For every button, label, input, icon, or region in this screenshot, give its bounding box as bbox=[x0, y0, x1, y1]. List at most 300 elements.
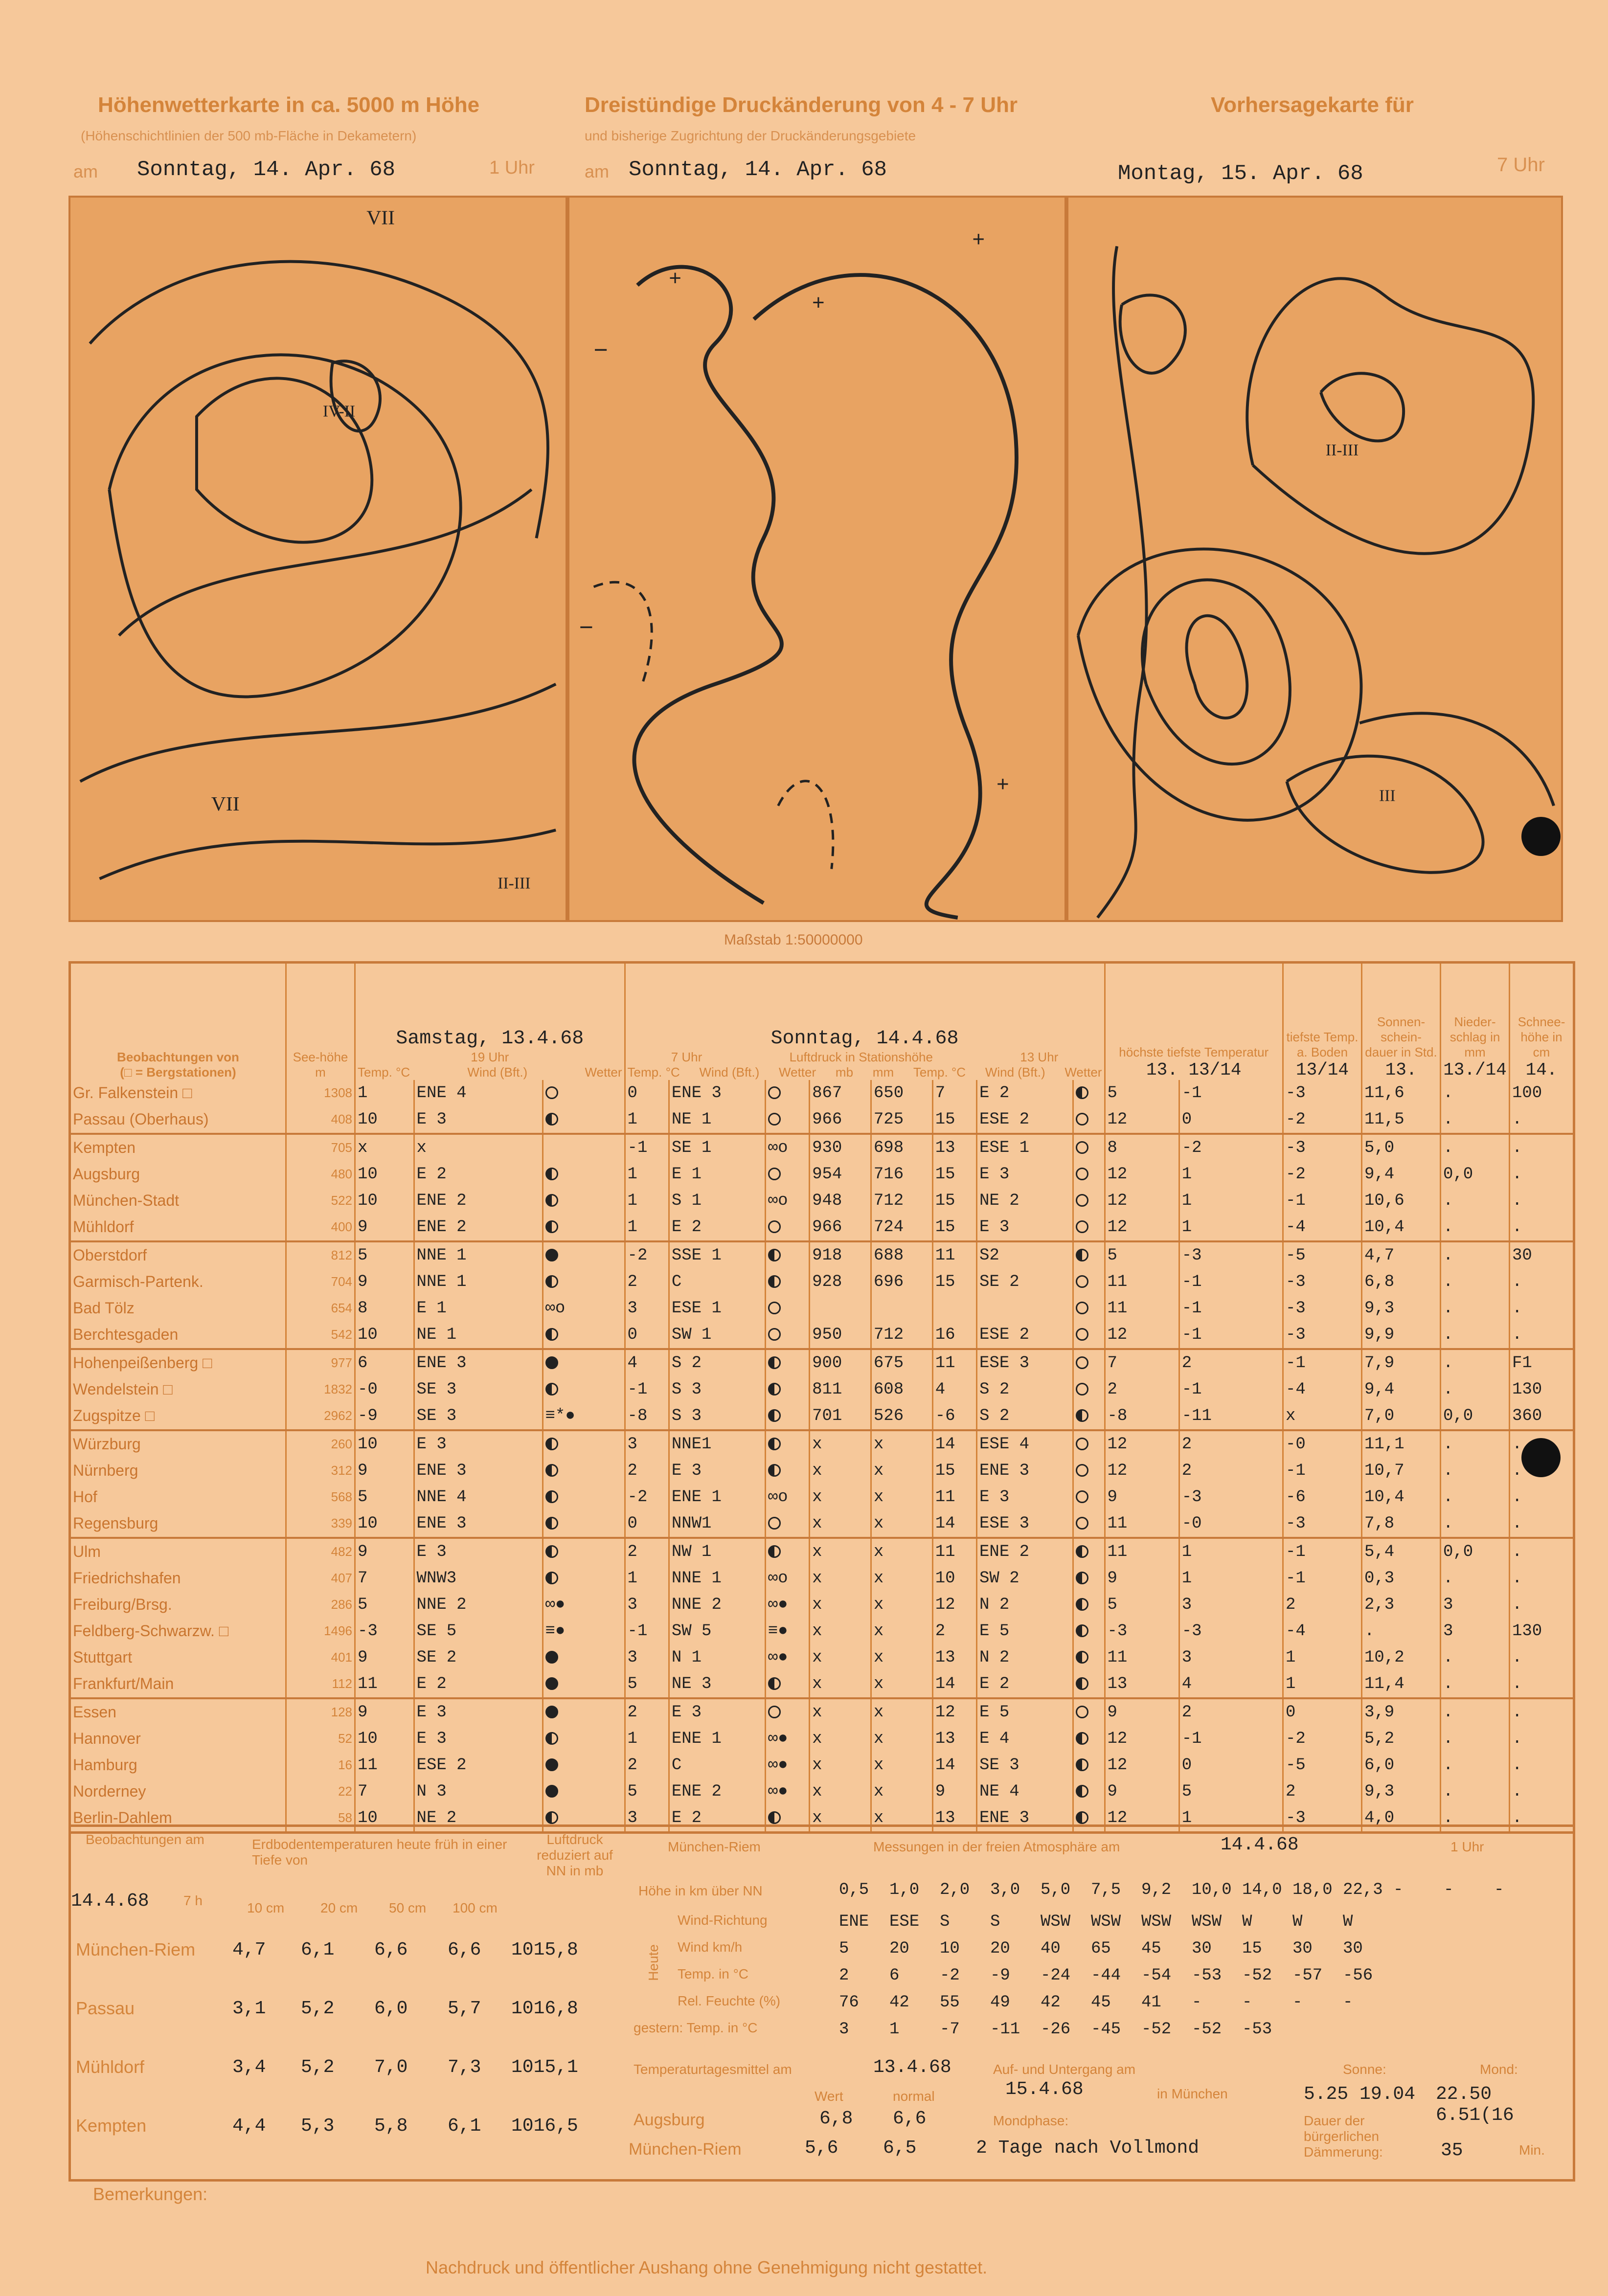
weather-circle-icon bbox=[1076, 1409, 1088, 1422]
pressure-caption: Luftdruck reduziert auf NN in mb bbox=[537, 1832, 613, 1878]
pressure-mm: 712 bbox=[871, 1188, 932, 1214]
aloft-temp: 2 bbox=[839, 1966, 849, 1985]
station-height: 1832 bbox=[286, 1376, 355, 1403]
sat-wind: E 1 bbox=[414, 1295, 543, 1322]
sunshine: 6,0 bbox=[1362, 1752, 1441, 1778]
sun13-wind: ESE 4 bbox=[977, 1430, 1073, 1458]
sun7-temp: 2 bbox=[625, 1698, 669, 1726]
weather-circle-icon bbox=[1076, 1438, 1088, 1450]
weather-circle-icon bbox=[768, 1677, 781, 1690]
aloft-height: 22,3 bbox=[1343, 1881, 1383, 1899]
aloft-wind-dir: S bbox=[940, 1913, 950, 1931]
soil-station: Passau bbox=[76, 1998, 135, 2018]
lower-panel bbox=[68, 1824, 1575, 2182]
precipitation: . bbox=[1441, 1778, 1510, 1805]
weather-circle-icon bbox=[545, 1785, 558, 1798]
station-name: Hof bbox=[70, 1484, 286, 1510]
sunshine: 7,9 bbox=[1362, 1349, 1441, 1376]
soil-station: München-Riem bbox=[76, 1939, 196, 1959]
table-row bbox=[70, 1726, 1574, 1752]
pressure-mb: x bbox=[810, 1484, 871, 1510]
sun13-temp bbox=[932, 1295, 976, 1322]
svg-text:IV-II: IV-II bbox=[322, 402, 356, 421]
weather-circle-icon bbox=[768, 1249, 781, 1261]
weather-symbol bbox=[1073, 1752, 1105, 1778]
sun7-wind: S 3 bbox=[669, 1403, 765, 1430]
station-height: 58 bbox=[286, 1805, 355, 1833]
weather-circle-icon bbox=[545, 1517, 558, 1530]
sun13-temp: 7 bbox=[932, 1080, 976, 1106]
temp-max: 12 bbox=[1105, 1752, 1179, 1778]
col-ground: tiefste Temp. a. Boden 13/14 bbox=[1283, 963, 1362, 1080]
ground-temp: -1 bbox=[1283, 1188, 1362, 1214]
weather-symbol bbox=[765, 1080, 809, 1106]
aloft-wind-dir: WSW bbox=[1192, 1913, 1222, 1931]
sun7-wind: SE 1 bbox=[669, 1134, 765, 1161]
station-name: Frankfurt/Main bbox=[70, 1671, 286, 1698]
precipitation: . bbox=[1441, 1241, 1510, 1269]
moon-times: 22.50 6.51(16 bbox=[1436, 2084, 1514, 2126]
sun7-temp: 1 bbox=[625, 1106, 669, 1134]
weather-symbol bbox=[543, 1644, 625, 1671]
sunshine: . bbox=[1362, 1618, 1441, 1644]
precipitation: 3 bbox=[1441, 1618, 1510, 1644]
moon-phase-label: Mondphase: bbox=[993, 2113, 1069, 2128]
weather-symbol bbox=[543, 1430, 625, 1458]
weather-circle-icon bbox=[545, 1438, 558, 1450]
rise-set-date: 15.4.68 bbox=[1005, 2079, 1084, 2100]
weather-circle-icon bbox=[768, 1464, 781, 1477]
snow-depth: . bbox=[1510, 1671, 1574, 1698]
weather-circle-icon bbox=[1076, 1356, 1088, 1369]
weather-circle-icon bbox=[1076, 1328, 1088, 1341]
sun13-wind: E 3 bbox=[977, 1484, 1073, 1510]
pressure-mb: x bbox=[810, 1644, 871, 1671]
weather-circle-icon bbox=[768, 1275, 781, 1288]
temp-max: 5 bbox=[1105, 1241, 1179, 1269]
snow-depth: 130 bbox=[1510, 1618, 1574, 1644]
weather-circle-icon bbox=[1076, 1758, 1088, 1771]
weather-circle-icon bbox=[545, 1758, 558, 1771]
aloft-station: München-Riem bbox=[668, 1839, 761, 1854]
sat-wind: NE 1 bbox=[414, 1322, 543, 1349]
svg-text:III: III bbox=[1379, 787, 1396, 805]
sun7-temp: 2 bbox=[625, 1538, 669, 1565]
precipitation: . bbox=[1441, 1349, 1510, 1376]
pressure-mm: x bbox=[871, 1510, 932, 1538]
pressure-mm: x bbox=[871, 1592, 932, 1618]
temp-min: 0 bbox=[1179, 1752, 1283, 1778]
weather-symbol bbox=[765, 1376, 809, 1403]
weather-circle-icon bbox=[768, 1706, 781, 1718]
pressure-mm: 725 bbox=[871, 1106, 932, 1134]
temp-max: 5 bbox=[1105, 1080, 1179, 1106]
in-munich: in München bbox=[1157, 2086, 1228, 2101]
pressure-mb bbox=[810, 1295, 871, 1322]
pressure-mm: x bbox=[871, 1698, 932, 1726]
station-height: 400 bbox=[286, 1214, 355, 1241]
soil-pressure: 1015,8 bbox=[511, 1939, 578, 1960]
aloft-wind-kmh: 30 bbox=[1292, 1939, 1313, 1958]
sun7-temp: 3 bbox=[625, 1295, 669, 1322]
temp-max: 11 bbox=[1105, 1644, 1179, 1671]
snow-depth: 130 bbox=[1510, 1376, 1574, 1403]
sun13-wind: E 3 bbox=[977, 1214, 1073, 1241]
sun7-temp: 3 bbox=[625, 1644, 669, 1671]
sun7-wind: E 3 bbox=[669, 1458, 765, 1484]
weather-circle-icon bbox=[1076, 1572, 1088, 1584]
table-row bbox=[70, 1538, 1574, 1565]
weather-circle-icon bbox=[545, 1677, 558, 1690]
aloft-temp: -53 bbox=[1192, 1966, 1222, 1985]
weather-symbol bbox=[1073, 1134, 1105, 1161]
precipitation: . bbox=[1441, 1510, 1510, 1538]
sun13-temp: 13 bbox=[932, 1134, 976, 1161]
station-height: 704 bbox=[286, 1269, 355, 1295]
sat-wind: ENE 2 bbox=[414, 1188, 543, 1214]
sat-wind: ESE 2 bbox=[414, 1752, 543, 1778]
station-height: 52 bbox=[286, 1726, 355, 1752]
sun7-temp: 5 bbox=[625, 1778, 669, 1805]
sun7-wind: E 2 bbox=[669, 1214, 765, 1241]
sun7-temp: 1 bbox=[625, 1565, 669, 1592]
sunshine: 10,4 bbox=[1362, 1214, 1441, 1241]
mean-temp-augsburg: Augsburg bbox=[634, 2111, 705, 2129]
pressure-change-map bbox=[567, 196, 1066, 922]
ground-temp: 0 bbox=[1283, 1698, 1362, 1726]
riem-normal: 6,5 bbox=[883, 2138, 917, 2159]
svg-text:VII: VII bbox=[211, 793, 240, 816]
weather-symbol bbox=[1073, 1269, 1105, 1295]
sun7-temp: -2 bbox=[625, 1241, 669, 1269]
sun7-wind: SW 5 bbox=[669, 1618, 765, 1644]
snow-depth: . bbox=[1510, 1134, 1574, 1161]
pressure-mb: x bbox=[810, 1778, 871, 1805]
soil-100cm: 7,3 bbox=[448, 2057, 481, 2078]
weather-symbol: ∞● bbox=[543, 1592, 625, 1618]
sun13-temp: 14 bbox=[932, 1510, 976, 1538]
sun7-wind: ESE 1 bbox=[669, 1295, 765, 1322]
station-height: 16 bbox=[286, 1752, 355, 1778]
weather-symbol: ∞● bbox=[765, 1752, 809, 1778]
snow-depth: 360 bbox=[1510, 1403, 1574, 1430]
snow-depth: . bbox=[1510, 1538, 1574, 1565]
temp-label: Temp. in °C bbox=[678, 1966, 749, 1981]
weather-symbol bbox=[1073, 1726, 1105, 1752]
aloft-rh: 45 bbox=[1091, 1993, 1111, 2012]
pressure-mb: x bbox=[810, 1565, 871, 1592]
weather-symbol bbox=[765, 1161, 809, 1188]
ground-temp: 1 bbox=[1283, 1644, 1362, 1671]
ground-temp: -1 bbox=[1283, 1458, 1362, 1484]
sun7-wind: NNE 1 bbox=[669, 1565, 765, 1592]
sat-temp: 9 bbox=[355, 1538, 414, 1565]
svg-text:−: − bbox=[579, 613, 593, 641]
snow-depth: . bbox=[1510, 1592, 1574, 1618]
temp-min: 2 bbox=[1179, 1430, 1283, 1458]
pressure-mb: x bbox=[810, 1671, 871, 1698]
precipitation: 0,0 bbox=[1441, 1538, 1510, 1565]
snow-depth: . bbox=[1510, 1161, 1574, 1188]
moon-phase: 2 Tage nach Vollmond bbox=[976, 2138, 1200, 2159]
sun7-temp: 5 bbox=[625, 1671, 669, 1698]
pressure-mb: x bbox=[810, 1618, 871, 1644]
aloft-rh: 76 bbox=[839, 1993, 859, 2012]
sun13-temp: 15 bbox=[932, 1458, 976, 1484]
snow-depth: 100 bbox=[1510, 1080, 1574, 1106]
soil-caption: Erdbodentemperaturen heute früh in einer Tiefe von bbox=[252, 1837, 507, 1868]
sun13-temp: 11 bbox=[932, 1484, 976, 1510]
pressure-mm: 526 bbox=[871, 1403, 932, 1430]
aloft-wind-kmh: 5 bbox=[839, 1939, 849, 1958]
map2-subtitle: und bisherige Zugrichtung der Druckänderungsgebiete bbox=[585, 128, 916, 143]
sun13-temp: 15 bbox=[932, 1214, 976, 1241]
weather-circle-icon bbox=[545, 1383, 558, 1396]
sun7-wind: C bbox=[669, 1269, 765, 1295]
sat-temp: x bbox=[355, 1134, 414, 1161]
station-name: Augsburg bbox=[70, 1161, 286, 1188]
sun13-wind: ESE 2 bbox=[977, 1322, 1073, 1349]
col-height: See-höhe m bbox=[286, 963, 355, 1080]
aloft-wind-dir: WSW bbox=[1091, 1913, 1121, 1931]
pressure-mm: x bbox=[871, 1538, 932, 1565]
col-saturday: Samstag, 13.4.68 19 Uhr Temp. °C Wind (Bft.) Wetter bbox=[355, 963, 625, 1080]
temp-min: 2 bbox=[1179, 1698, 1283, 1726]
sat-wind: E 3 bbox=[414, 1698, 543, 1726]
sat-wind: ENE 3 bbox=[414, 1349, 543, 1376]
precipitation: . bbox=[1441, 1134, 1510, 1161]
temp-min: -1 bbox=[1179, 1080, 1283, 1106]
col-snow: Schnee-höhe in cm 14. bbox=[1510, 963, 1574, 1080]
sat-temp: 7 bbox=[355, 1778, 414, 1805]
sat-wind: NE 2 bbox=[414, 1805, 543, 1833]
ground-temp: 2 bbox=[1283, 1778, 1362, 1805]
temp-min: -1 bbox=[1179, 1726, 1283, 1752]
station-name: Bad Tölz bbox=[70, 1295, 286, 1322]
table-row bbox=[70, 1161, 1574, 1188]
weather-symbol bbox=[543, 1241, 625, 1269]
weather-circle-icon bbox=[545, 1113, 558, 1125]
aloft-rh: - bbox=[1192, 1993, 1202, 2012]
weather-symbol bbox=[1073, 1241, 1105, 1269]
soil-100cm: 5,7 bbox=[448, 1998, 481, 2019]
weather-circle-icon bbox=[1076, 1168, 1088, 1180]
temp-max: 9 bbox=[1105, 1698, 1179, 1726]
temp-max: 9 bbox=[1105, 1565, 1179, 1592]
aloft-yesterday-temp: 3 bbox=[839, 2020, 849, 2039]
temp-min: -11 bbox=[1179, 1403, 1283, 1430]
table-row bbox=[70, 1698, 1574, 1726]
temp-min: 2 bbox=[1179, 1458, 1283, 1484]
sat-temp: 5 bbox=[355, 1484, 414, 1510]
station-name: Zugspitze □ bbox=[70, 1403, 286, 1430]
weather-circle-icon bbox=[768, 1409, 781, 1422]
weather-symbol bbox=[543, 1726, 625, 1752]
weather-circle-icon bbox=[545, 1706, 558, 1718]
temp-max: 5 bbox=[1105, 1592, 1179, 1618]
sun13-temp: 11 bbox=[932, 1538, 976, 1565]
aloft-wind-dir: S bbox=[990, 1913, 1000, 1931]
map1-time: 1 Uhr bbox=[489, 158, 535, 178]
sun13-temp: -6 bbox=[932, 1403, 976, 1430]
sat-wind: x bbox=[414, 1134, 543, 1161]
soil-50cm: 6,6 bbox=[374, 1939, 408, 1960]
map1-title: Höhenwetterkarte in ca. 5000 m Höhe bbox=[98, 93, 480, 117]
weather-circle-icon bbox=[1076, 1490, 1088, 1503]
precipitation: . bbox=[1441, 1080, 1510, 1106]
weather-circle-icon bbox=[768, 1811, 781, 1824]
weather-symbol: ∞o bbox=[543, 1295, 625, 1322]
table-row bbox=[70, 1618, 1574, 1644]
weather-circle-icon bbox=[545, 1545, 558, 1558]
temp-min: 1 bbox=[1179, 1538, 1283, 1565]
station-name: Regensburg bbox=[70, 1510, 286, 1538]
punch-hole-bottom bbox=[1521, 1438, 1561, 1477]
soil-50cm: 6,0 bbox=[374, 1998, 408, 2019]
weather-circle-icon bbox=[1076, 1517, 1088, 1530]
station-name: Gr. Falkenstein □ bbox=[70, 1080, 286, 1106]
aloft-yesterday-temp: 1 bbox=[889, 2020, 900, 2039]
aloft-wind-kmh: 20 bbox=[990, 1939, 1010, 1958]
weather-symbol: ≡● bbox=[765, 1618, 809, 1644]
temp-max: -3 bbox=[1105, 1618, 1179, 1644]
aloft-wind-kmh: 65 bbox=[1091, 1939, 1111, 1958]
sat-wind: E 2 bbox=[414, 1161, 543, 1188]
sun13-wind: E 5 bbox=[977, 1698, 1073, 1726]
sun7-temp: 3 bbox=[625, 1805, 669, 1833]
forecast-map bbox=[1066, 196, 1563, 922]
table-row bbox=[70, 1188, 1574, 1214]
weather-symbol bbox=[765, 1106, 809, 1134]
sun7-temp: 1 bbox=[625, 1214, 669, 1241]
weather-symbol bbox=[765, 1698, 809, 1726]
soil-100cm: 6,6 bbox=[448, 1939, 481, 1960]
sat-temp: 9 bbox=[355, 1698, 414, 1726]
pressure-mm: x bbox=[871, 1565, 932, 1592]
station-name: Hannover bbox=[70, 1726, 286, 1752]
weather-circle-icon bbox=[545, 1220, 558, 1233]
ground-temp: -1 bbox=[1283, 1349, 1362, 1376]
precipitation: . bbox=[1441, 1671, 1510, 1698]
sun7-wind: S 3 bbox=[669, 1376, 765, 1403]
sun13-temp: 13 bbox=[932, 1726, 976, 1752]
sun7-wind: NE 1 bbox=[669, 1106, 765, 1134]
sunshine: 7,0 bbox=[1362, 1403, 1441, 1430]
pressure-mb: x bbox=[810, 1510, 871, 1538]
table-row bbox=[70, 1269, 1574, 1295]
temp-min: -1 bbox=[1179, 1269, 1283, 1295]
weather-circle-icon bbox=[1076, 1624, 1088, 1637]
weather-circle-icon bbox=[545, 1249, 558, 1261]
temp-max: 12 bbox=[1105, 1805, 1179, 1833]
weather-symbol bbox=[1073, 1538, 1105, 1565]
aloft-height: - bbox=[1494, 1881, 1504, 1899]
soil-10cm: 3,4 bbox=[232, 2057, 266, 2078]
snow-depth: . bbox=[1510, 1565, 1574, 1592]
pressure-mb: x bbox=[810, 1726, 871, 1752]
temp-min: -0 bbox=[1179, 1510, 1283, 1538]
weather-symbol bbox=[543, 1538, 625, 1565]
sat-temp: 9 bbox=[355, 1214, 414, 1241]
map1-am: am bbox=[73, 161, 98, 181]
aloft-rh: - bbox=[1343, 1993, 1353, 2012]
sat-temp: 11 bbox=[355, 1752, 414, 1778]
weather-symbol bbox=[1073, 1080, 1105, 1106]
col-sun: Sonnen-schein-dauer in Std. 13. bbox=[1362, 963, 1441, 1080]
weather-symbol bbox=[1073, 1430, 1105, 1458]
table-row bbox=[70, 1080, 1574, 1106]
sat-wind: E 3 bbox=[414, 1430, 543, 1458]
sun13-wind: SE 2 bbox=[977, 1269, 1073, 1295]
temp-max: 8 bbox=[1105, 1134, 1179, 1161]
station-height: 977 bbox=[286, 1349, 355, 1376]
temp-max: 13 bbox=[1105, 1671, 1179, 1698]
pressure-mm: x bbox=[871, 1671, 932, 1698]
sunshine: 11,6 bbox=[1362, 1080, 1441, 1106]
sat-wind: ENE 2 bbox=[414, 1214, 543, 1241]
station-height: 1496 bbox=[286, 1618, 355, 1644]
station-name: Ulm bbox=[70, 1538, 286, 1565]
map1-date: Sonntag, 14. Apr. 68 bbox=[137, 158, 396, 182]
aloft-yesterday-temp: -45 bbox=[1091, 2020, 1121, 2039]
aloft-rh: 55 bbox=[940, 1993, 960, 2012]
pressure-mb: 867 bbox=[810, 1080, 871, 1106]
temp-min: 1 bbox=[1179, 1565, 1283, 1592]
aloft-wind-kmh: 10 bbox=[940, 1939, 960, 1958]
temp-min: -3 bbox=[1179, 1241, 1283, 1269]
precipitation: . bbox=[1441, 1322, 1510, 1349]
temp-min: 2 bbox=[1179, 1349, 1283, 1376]
sunshine: 4,0 bbox=[1362, 1805, 1441, 1833]
sat-temp: 10 bbox=[355, 1161, 414, 1188]
soil-20cm: 5,2 bbox=[301, 1998, 335, 2019]
pressure-mm: 698 bbox=[871, 1134, 932, 1161]
sat-temp: 9 bbox=[355, 1269, 414, 1295]
station-height: 482 bbox=[286, 1538, 355, 1565]
weather-symbol bbox=[543, 1510, 625, 1538]
table-row bbox=[70, 1671, 1574, 1698]
pressure-mb: x bbox=[810, 1805, 871, 1833]
ground-temp: -2 bbox=[1283, 1106, 1362, 1134]
pressure-mb: 950 bbox=[810, 1322, 871, 1349]
snow-depth: . bbox=[1510, 1752, 1574, 1778]
weather-circle-icon bbox=[545, 1732, 558, 1745]
soil-20cm: 6,1 bbox=[301, 1939, 335, 1960]
pressure-mm: x bbox=[871, 1778, 932, 1805]
svg-text:−: − bbox=[593, 336, 608, 364]
col-station: Beobachtungen von (□ = Bergstationen) bbox=[117, 1049, 239, 1080]
temp-max: 12 bbox=[1105, 1430, 1179, 1458]
weather-symbol bbox=[543, 1376, 625, 1403]
weather-symbol bbox=[1073, 1618, 1105, 1644]
sun7-temp: 1 bbox=[625, 1161, 669, 1188]
wind-kmh-label: Wind km/h bbox=[678, 1939, 743, 1955]
augsburg-normal: 6,6 bbox=[893, 2108, 927, 2129]
weather-circle-icon bbox=[1076, 1249, 1088, 1261]
weather-symbol bbox=[1073, 1349, 1105, 1376]
precipitation: . bbox=[1441, 1644, 1510, 1671]
station-height: 112 bbox=[286, 1671, 355, 1698]
sat-temp: -0 bbox=[355, 1376, 414, 1403]
soil-station: Mühldorf bbox=[76, 2057, 145, 2077]
svg-text:+: + bbox=[812, 290, 825, 315]
soil-50cm: 5,8 bbox=[374, 2116, 408, 2137]
temp-max: 11 bbox=[1105, 1269, 1179, 1295]
mean-temp-date: 13.4.68 bbox=[873, 2057, 951, 2078]
weather-symbol bbox=[765, 1538, 809, 1565]
sat-wind: SE 5 bbox=[414, 1618, 543, 1644]
table-row bbox=[70, 1241, 1574, 1269]
